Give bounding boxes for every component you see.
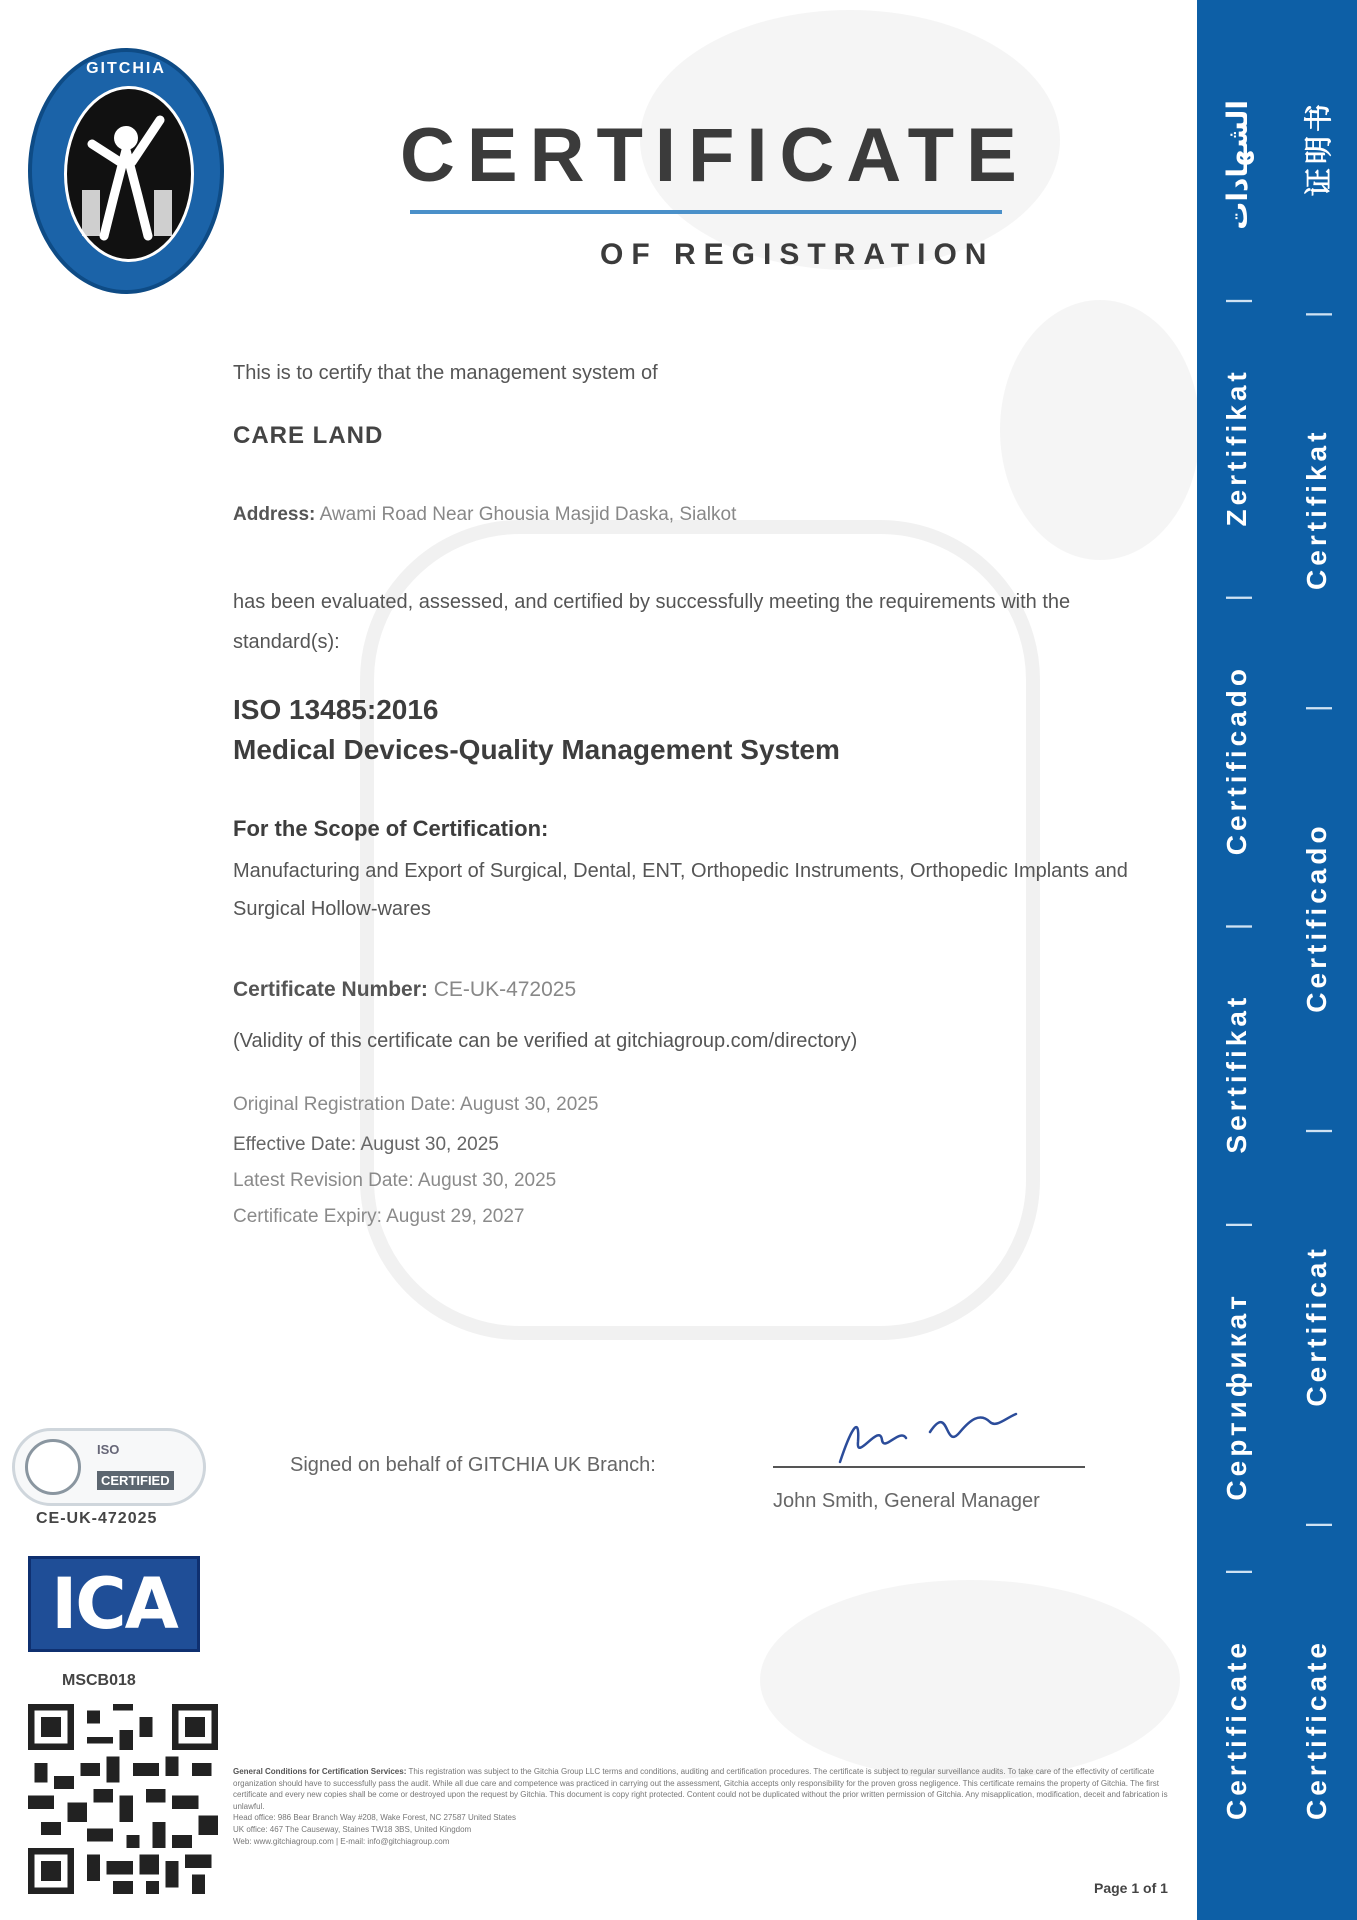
address-line [233, 504, 736, 526]
title-rule [410, 210, 1002, 214]
certificate-title: CERTIFICATE [400, 113, 1029, 198]
certificate-subtitle: OF REGISTRATION [600, 238, 995, 271]
page-number: Page 1 of 1 [1094, 1880, 1168, 1896]
latest-revision-date: Latest Revision Date: August 30, 2025 [233, 1170, 557, 1191]
multilingual-banner [1197, 0, 1357, 1920]
ica-logo: ICA [28, 1556, 200, 1652]
globe-icon [25, 1439, 81, 1495]
banner-separator: | [1301, 306, 1332, 318]
iso-badge-top: ISO [97, 1442, 120, 1457]
certificate-expiry-date: Certificate Expiry: August 29, 2027 [233, 1206, 525, 1227]
banner-separator: | [1301, 1123, 1332, 1135]
banner-word: Certificado [1301, 822, 1332, 1013]
address-label: Address: [233, 504, 316, 525]
banner-separator: | [1221, 1217, 1252, 1229]
banner-separator: | [1221, 918, 1252, 931]
iso-badge-code: CE-UK-472025 [36, 1510, 158, 1527]
qr-code[interactable] [28, 1704, 218, 1894]
validity-note: (Validity of this certificate can be verified at gitchiagroup.com/directory) [233, 1030, 858, 1052]
standard-code: ISO 13485:2016 [233, 694, 439, 725]
banner-word: 证明书 [1303, 100, 1334, 197]
effective-date: Effective Date: August 30, 2025 [233, 1134, 499, 1155]
intro-text: This is to certify that the management system of [233, 362, 658, 384]
head-office: Head office: 986 Bear Branch Way #208, Wake Forest, NC 27587 United States [233, 1813, 516, 1823]
original-registration-date: Original Registration Date: August 30, 2025 [233, 1094, 599, 1115]
banner-word: Certificate [1301, 1639, 1332, 1820]
banner-column-left-text [1202, 100, 1272, 1820]
terms-and-conditions [233, 1766, 1183, 1847]
iso-badge-certified: CERTIFIED [97, 1471, 174, 1490]
iso-certified-badge [12, 1428, 206, 1506]
banner-separator: | [1221, 293, 1252, 305]
banner-word: Сертификат [1221, 1292, 1252, 1501]
signed-on-behalf-label: Signed on behalf of GITCHIA UK Branch: [290, 1454, 656, 1476]
certificate-number [233, 978, 576, 1002]
banner-column-left [1202, 0, 1272, 1920]
signer-name: John Smith, General Manager [773, 1490, 1040, 1512]
banner-word: Certificat [1301, 1245, 1332, 1407]
mscb-code: MSCB018 [62, 1672, 136, 1689]
terms-text: This registration was subject to the Gitchia Group LLC terms and conditions, auditing and certification procedures. The certificate is subject to regular surveillance audits. To take care of the effectivity of certificate organization should have to successfully pass the audit. While all due care and competence was practiced in carrying out the assessment, Gitchia accepts only responsibility for the proven gross negligence. This certificate remains the property of Gitchia. The first certificate and every new copies shall be come or destroyed upon the request by Gitchia. This document is copy right protected. Content could not be duplicated without the prior written permission of Gitchia. Any misapplication, modification, deceit and fabrication is unlawful. [233, 1767, 1168, 1811]
evaluated-text: has been evaluated, assessed, and certified by successfully meeting the requirements with the standard(s): [233, 591, 1071, 653]
address-value: Awami Road Near Ghousia Masjid Daska, Sialkot [319, 504, 737, 525]
certificate-number-label: Certificate Number: [233, 978, 428, 1001]
scope-title: For the Scope of Certification: [233, 816, 549, 841]
signature-line [773, 1466, 1085, 1468]
banner-separator: | [1301, 700, 1332, 712]
banner-column-right [1282, 0, 1352, 1920]
terms-label: General Conditions for Certification Services: [233, 1767, 407, 1776]
standard-block [233, 690, 840, 770]
banner-separator: | [1221, 590, 1252, 602]
certificate-number-value: CE-UK-472025 [433, 978, 577, 1001]
web-contact: Web: www.gitchiagroup.com | E-mail: info@gitchiagroup.com [233, 1836, 450, 1846]
handwritten-signature [820, 1392, 1020, 1472]
banner-separator: | [1221, 1564, 1252, 1576]
standard-name: Medical Devices-Quality Management System [233, 734, 840, 765]
banner-word: Zertifikat [1221, 368, 1252, 527]
gitchia-seal-logo [28, 48, 224, 294]
uk-office: UK office: 467 The Causeway, Staines TW18 3BS, United Kingdom [233, 1824, 472, 1834]
banner-word: Sertifikat [1221, 993, 1252, 1154]
seal-label: GITCHIA [86, 60, 166, 77]
banner-word: الشهادات [1221, 100, 1253, 230]
banner-column-right-text [1282, 100, 1352, 1820]
banner-separator: | [1301, 1517, 1332, 1529]
banner-word: Certificado [1221, 665, 1252, 856]
banner-word: Certifikat [1301, 428, 1332, 590]
banner-word: Certificate [1221, 1639, 1252, 1820]
background-map-shape [1000, 300, 1200, 560]
figure-icon [64, 86, 188, 256]
company-name: CARE LAND [233, 422, 384, 449]
background-map-shape [760, 1580, 1180, 1780]
scope-text: Manufacturing and Export of Surgical, Dental, ENT, Orthopedic Instruments, Orthopedic Implants and Surgical Hollow-wares [233, 860, 1128, 920]
